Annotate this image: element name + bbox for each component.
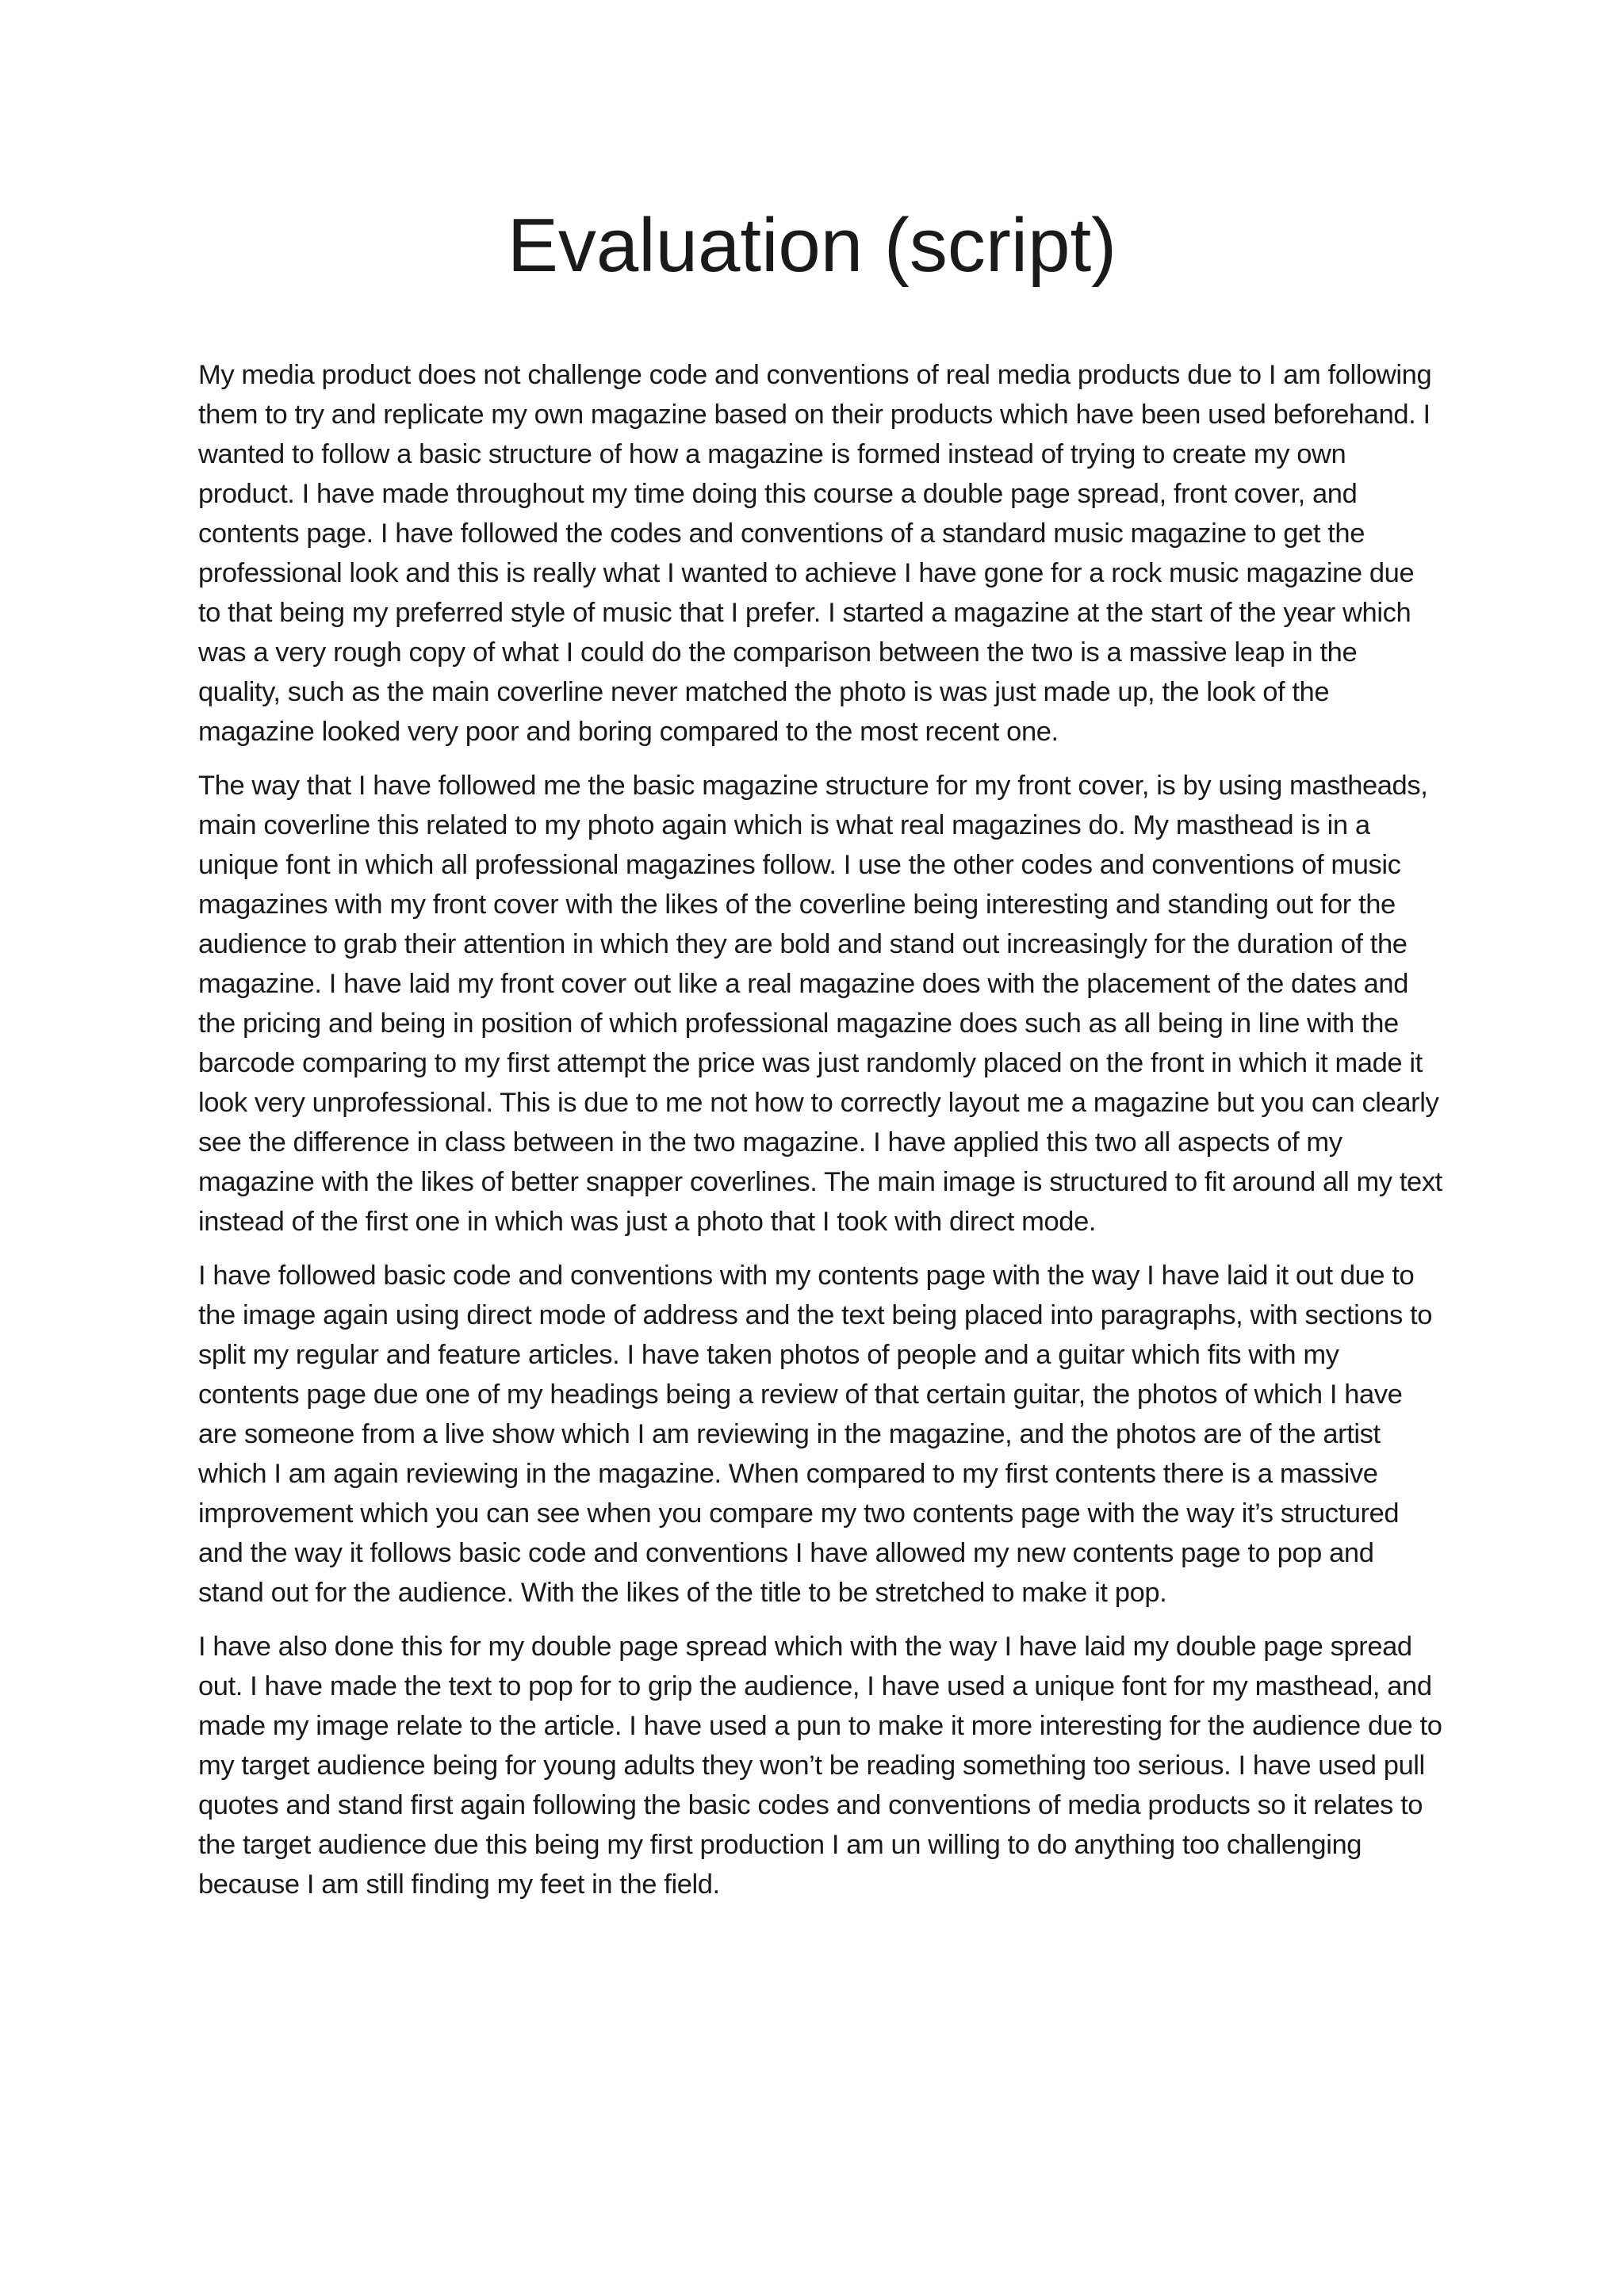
- paragraph: The way that I have followed me the basic magazine structure for my front cover, is by using mastheads, main coverline this related to my photo again which is what real magazines do. My masthead is in a unique font in which all professional magazines follow. I use the other codes and conventions of music magazines with my front cover with the likes of the coverline being interesting and standing out for the audience to grab their attention in which they are bold and stand out increasingly for the duration of the magazine. I have laid my front cover out like a real magazine does with the placement of the dates and the pricing and being in position of which professional magazine does such as all being in line with the barcode comparing to my first attempt the price was just randomly placed on the front in which it made it look very unprofessional. This is due to me not how to correctly layout me a magazine but you can clearly see the difference in class between in the two magazine. I have applied this two all aspects of my magazine with the likes of better snapper coverlines. The main image is structured to fit around all my text instead of the first one in which was just a photo that I took with direct mode.: [198, 771, 1442, 1237]
- paragraph: My media product does not challenge code and conventions of real media products due to I am following them to try and replicate my own magazine based on their products which have been used beforehand. I wanted to follow a basic structure of how a magazine is formed instead of trying to create my own product. I have made throughout my time doing this course a double page spread, front cover, and contents page. I have followed the codes and conventions of a standard music magazine to get the professional look and this is really what I wanted to achieve I have gone for a rock music magazine due to that being my preferred style of music that I prefer. I started a magazine at the start of the year which was a very rough copy of what I could do the comparison between the two is a massive leap in the quality, such as the main coverline never matched the photo is was just made up, the look of the magazine looked very poor and boring compared to the most recent one.: [198, 360, 1432, 747]
- document-body: [198, 355, 1443, 1919]
- paragraph: I have also done this for my double page spread which with the way I have laid my double page spread out. I have made the text to pop for to grip the audience, I have used a unique font for my masthead, and made my image relate to the article. I have used a pun to make it more interesting for the audience due to my target audience being for young adults they won’t be reading something too serious. I have used pull quotes and stand first again following the basic codes and conventions of media products so it relates to the target audience due this being my first production I am un willing to do anything too challenging because I am still finding my feet in the field.: [198, 1632, 1442, 1900]
- paragraph: I have followed basic code and conventions with my contents page with the way I have laid it out due to the image again using direct mode of address and the text being placed into paragraphs, with sections to split my regular and feature articles. I have taken photos of people and a guitar which fits with my contents page due one of my headings being a review of that certain guitar, the photos of which I have are someone from a live show which I am reviewing in the magazine, and the photos are of the artist which I am again reviewing in the magazine. When compared to my first contents there is a massive improvement which you can see when you compare my two contents page with the way it’s structured and the way it follows basic code and conventions I have allowed my new contents page to pop and stand out for the audience. With the likes of the title to be stretched to make it pop.: [198, 1261, 1432, 1608]
- page-title: Evaluation (script): [507, 203, 1117, 288]
